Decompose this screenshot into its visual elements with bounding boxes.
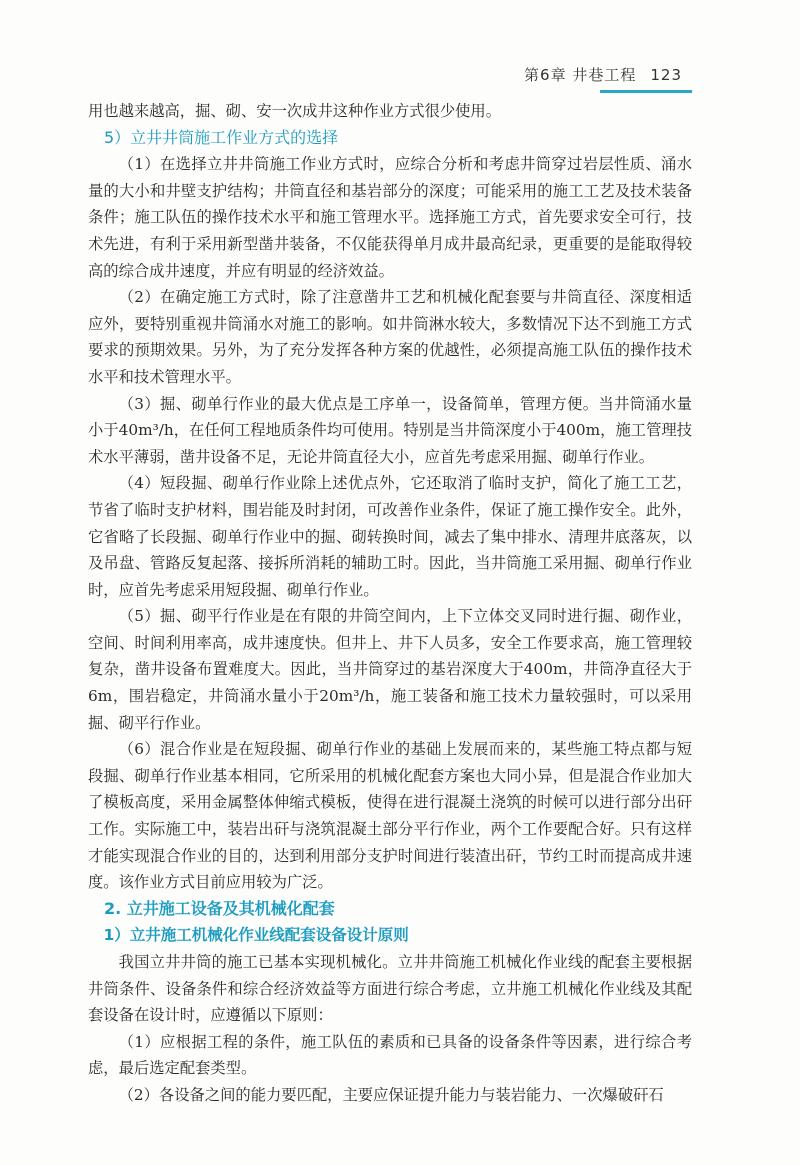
section-heading: 5）立井井筒施工作业方式的选择 xyxy=(104,127,339,147)
paragraph: 用也越来越高，掘、砌、安一次成井这种作业方式很少使用。 xyxy=(88,102,502,120)
subsection-heading: 1）立井施工机械化作业线配套设备设计原则 xyxy=(103,926,409,945)
paragraph: （1）在选择立井井筒施工作业方式时，应综合分析和考虑井筒穿过岩层性质、涌水量的大小和井壁支护结构；井筒直径和基岩部分的深度；可能采用的施工工艺及技术装备条件；施工队伍的操作技术水平和施工管理水平。选择施工方式，首先要求安全可行，技术先进，有利于采用新型凿井装备，不仅能获得单月成井最高纪录，更重要的是能取得较高的综合成井速度，并应有明显的经济效益。 xyxy=(88,155,692,280)
running-header xyxy=(524,64,682,85)
page-number: 123 xyxy=(650,66,682,84)
paragraph: （6）混合作业是在短段掘、砌单行作业的基础上发展而来的，某些施工特点都与短段掘、砌单行作业基本相同，它所采用的机械化配套方案也大同小异，但是混合作业加大了模板高度，采用金属整体伸缩式模板，使得在进行混凝土浇筑的时候可以进行部分出矸工作。实际施工中，装岩出矸与浇筑混凝土部分平行作业，两个工作要配合好。只有这样才能实现混合作业的目的，达到利用部分支护时间进行装渣出矸，节约工时而提高成井速度。该作业方式目前应用较为广泛。 xyxy=(88,740,692,892)
chapter-title: 第6章 井巷工程 xyxy=(524,66,637,84)
paragraph: （1）应根据工程的条件，施工队伍的素质和已具备的设备条件等因素，进行综合考虑，最后选定配套类型。 xyxy=(88,1032,692,1078)
paragraph: （5）掘、砌平行作业是在有限的井筒空间内，上下立体交叉同时进行掘、砌作业，空间、时间利用率高，成井速度快。但井上、井下人员多，安全工作要求高，施工管理较复杂，凿井设备布置难度大。因此，当井筒穿过的基岩深度大于400m，井筒净直径大于6m，围岩稳定，井筒涌水量小于20m³/h，施工装备和施工技术力量较强时，可以采用掘、砌平行作业。 xyxy=(88,607,692,732)
paragraph: （4）短段掘、砌单行作业除上述优点外，它还取消了临时支护，简化了施工工艺，节省了临时支护材料，围岩能及时封闭，可改善作业条件，保证了施工操作安全。此外，它省略了长段掘、砌单行作业中的掘、砌转换时间，减去了集中排水、清理井底落灰，以及吊盘、管路反复起落、接拆所消耗的辅助工时。因此，当井筒施工采用掘、砌单行作业时，应首先考虑采用短段掘、砌单行作业。 xyxy=(88,474,692,599)
paragraph: （3）掘、砌单行作业的最大优点是工序单一，设备简单，管理方便。当井筒涌水量小于40m³/h，在任何工程地质条件均可使用。特别是当井筒深度小于400m，施工管理技术水平薄弱，凿井设备不足，无论井筒直径大小，应首先考虑采用掘、砌单行作业。 xyxy=(88,394,692,466)
body-text xyxy=(88,98,692,1109)
paragraph: （2）在确定施工方式时，除了注意凿井工艺和机械化配套要与井筒直径、深度相适应外，要特别重视井筒涌水对施工的影响。如井筒淋水较大，多数情况下达不到施工方式要求的预期效果。另外，为了充分发挥各种方案的优越性，必须提高施工队伍的操作技术水平和技术管理水平。 xyxy=(88,288,692,386)
header-rule xyxy=(600,90,692,93)
paragraph: 我国立井井筒的施工已基本实现机械化。立井井筒施工机械化作业线的配套主要根据井筒条件、设备条件和综合经济效益等方面进行综合考虑，立井施工机械化作业线及其配套设备在设计时，应遵循以下原则： xyxy=(88,953,692,1025)
paragraph: （2）各设备之间的能力要匹配，主要应保证提升能力与装岩能力、一次爆破矸石 xyxy=(118,1085,664,1104)
section-heading: 2. 立井施工设备及其机械化配套 xyxy=(104,898,335,918)
